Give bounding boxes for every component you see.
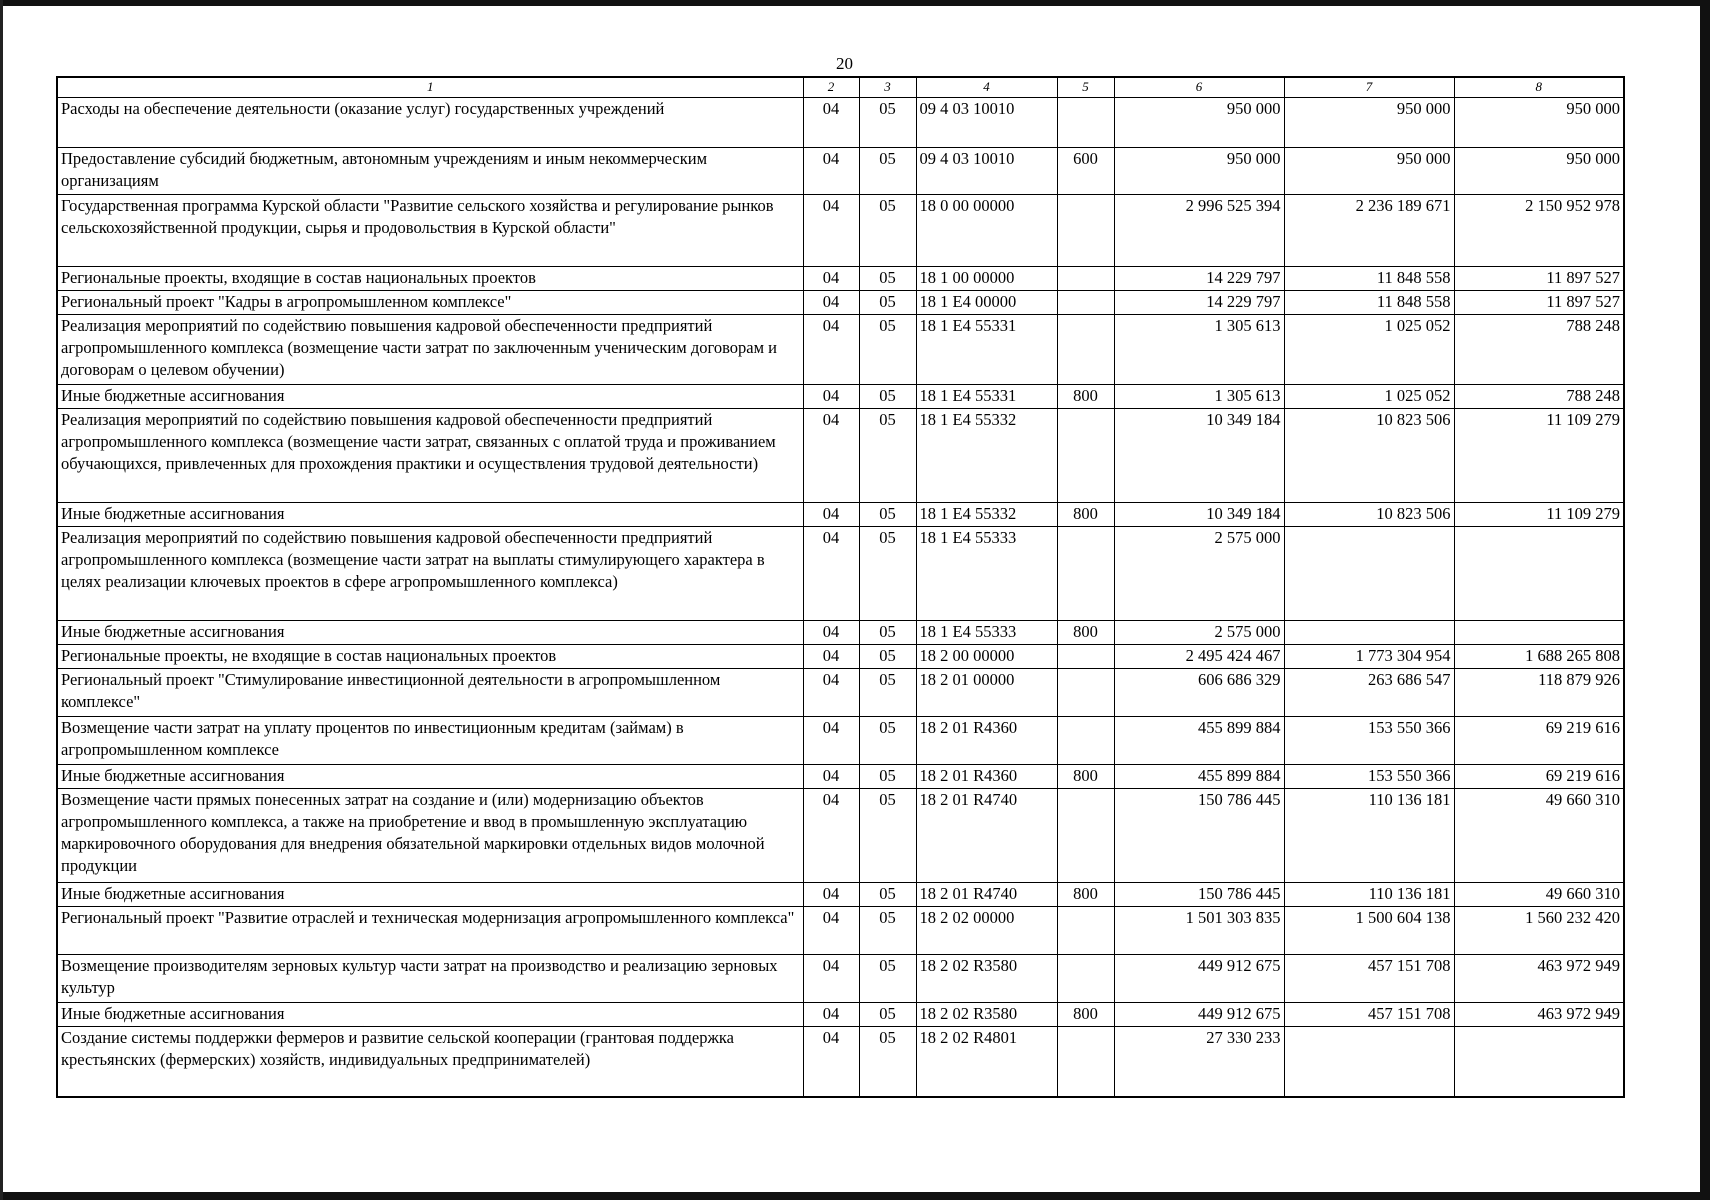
expense-type-code: [1057, 527, 1114, 621]
amount-year-2: [1284, 527, 1454, 621]
amount-year-1: 455 899 884: [1114, 765, 1284, 789]
target-item-code: 09 4 03 10010: [916, 98, 1057, 148]
subsection-code: 05: [859, 195, 916, 267]
expense-type-code: [1057, 291, 1114, 315]
table-row: [57, 148, 1624, 195]
expense-name: Региональный проект "Кадры в агропромышленном комплексе": [57, 291, 803, 315]
target-item-code: 18 1 00 00000: [916, 267, 1057, 291]
expense-name: Возмещение части затрат на уплату процентов по инвестиционным кредитам (займам) в агропромышленном комплексе: [57, 717, 803, 765]
expense-type-code: [1057, 409, 1114, 503]
amount-year-1: 14 229 797: [1114, 267, 1284, 291]
table-row: [57, 1027, 1624, 1097]
amount-year-3: 1 688 265 808: [1454, 645, 1624, 669]
amount-year-3: 463 972 949: [1454, 955, 1624, 1003]
target-item-code: 18 1 E4 55331: [916, 385, 1057, 409]
table-row: [57, 907, 1624, 955]
section-code: 04: [803, 1003, 859, 1027]
amount-year-2: 153 550 366: [1284, 717, 1454, 765]
section-code: 04: [803, 955, 859, 1003]
section-code: 04: [803, 291, 859, 315]
expense-type-code: [1057, 717, 1114, 765]
amount-year-1: 10 349 184: [1114, 503, 1284, 527]
table-row: [57, 669, 1624, 717]
section-code: 04: [803, 315, 859, 385]
section-code: 04: [803, 385, 859, 409]
subsection-code: 05: [859, 907, 916, 955]
amount-year-2: 1 773 304 954: [1284, 645, 1454, 669]
expense-name: Региональный проект "Развитие отраслей и техническая модернизация агропромышленного комплекса": [57, 907, 803, 955]
scan-border-right: [1700, 0, 1710, 1200]
amount-year-3: 11 897 527: [1454, 267, 1624, 291]
table-row: [57, 267, 1624, 291]
target-item-code: 18 2 02 R3580: [916, 1003, 1057, 1027]
section-code: 04: [803, 148, 859, 195]
amount-year-3: 950 000: [1454, 98, 1624, 148]
amount-year-2: 263 686 547: [1284, 669, 1454, 717]
expense-name: Иные бюджетные ассигнования: [57, 385, 803, 409]
subsection-code: 05: [859, 621, 916, 645]
expense-name: Реализация мероприятий по содействию повышения кадровой обеспеченности предприятий агропромышленного комплекса (возмещение части затрат по заключенным ученическим договорам и договорам о целевом обучении): [57, 315, 803, 385]
amount-year-3: [1454, 621, 1624, 645]
expense-type-code: [1057, 195, 1114, 267]
target-item-code: 18 1 E4 55333: [916, 527, 1057, 621]
section-code: 04: [803, 98, 859, 148]
target-item-code: 18 2 02 00000: [916, 907, 1057, 955]
table-row: [57, 717, 1624, 765]
amount-year-2: [1284, 621, 1454, 645]
expense-type-code: [1057, 98, 1114, 148]
table-row: [57, 409, 1624, 503]
amount-year-1: 14 229 797: [1114, 291, 1284, 315]
expense-name: Региональные проекты, входящие в состав национальных проектов: [57, 267, 803, 291]
amount-year-2: 110 136 181: [1284, 883, 1454, 907]
amount-year-3: 11 109 279: [1454, 503, 1624, 527]
amount-year-2: 950 000: [1284, 148, 1454, 195]
amount-year-1: 27 330 233: [1114, 1027, 1284, 1097]
subsection-code: 05: [859, 503, 916, 527]
amount-year-1: 2 495 424 467: [1114, 645, 1284, 669]
expense-name: Региональный проект "Стимулирование инвестиционной деятельности в агропромышленном комплексе": [57, 669, 803, 717]
amount-year-2: 11 848 558: [1284, 291, 1454, 315]
expense-name: Реализация мероприятий по содействию повышения кадровой обеспеченности предприятий агропромышленного комплекса (возмещение части затрат на выплаты стимулирующего характера в целях реализации ключевых проектов в сфере агропромышленного комплекса): [57, 527, 803, 621]
expense-name: Иные бюджетные ассигнования: [57, 503, 803, 527]
amount-year-2: 10 823 506: [1284, 503, 1454, 527]
amount-year-3: 11 897 527: [1454, 291, 1624, 315]
expense-name: Создание системы поддержки фермеров и развитие сельской кооперации (грантовая поддержка крестьянских (фермерских) хозяйств, индивидуальных предпринимателей): [57, 1027, 803, 1097]
scan-border-bottom: [0, 1192, 1710, 1200]
subsection-code: 05: [859, 645, 916, 669]
subsection-code: 05: [859, 1027, 916, 1097]
amount-year-3: 49 660 310: [1454, 789, 1624, 883]
target-item-code: 18 2 01 R4740: [916, 789, 1057, 883]
expense-type-code: 800: [1057, 385, 1114, 409]
amount-year-2: 457 151 708: [1284, 955, 1454, 1003]
amount-year-1: 2 575 000: [1114, 621, 1284, 645]
table-row: [57, 765, 1624, 789]
subsection-code: 05: [859, 291, 916, 315]
expense-type-code: [1057, 1027, 1114, 1097]
amount-year-2: 1 500 604 138: [1284, 907, 1454, 955]
amount-year-3: 1 560 232 420: [1454, 907, 1624, 955]
target-item-code: 18 2 02 R4801: [916, 1027, 1057, 1097]
expense-type-code: 800: [1057, 621, 1114, 645]
amount-year-3: 788 248: [1454, 315, 1624, 385]
subsection-code: 05: [859, 267, 916, 291]
header-col-5: 5: [1057, 77, 1114, 98]
amount-year-1: 449 912 675: [1114, 955, 1284, 1003]
amount-year-1: 2 996 525 394: [1114, 195, 1284, 267]
expense-type-code: [1057, 315, 1114, 385]
subsection-code: 05: [859, 527, 916, 621]
amount-year-2: 1 025 052: [1284, 315, 1454, 385]
subsection-code: 05: [859, 955, 916, 1003]
table-row: [57, 955, 1624, 1003]
expense-name: Возмещение части прямых понесенных затрат на создание и (или) модернизацию объектов агропромышленного комплекса, а также на приобретение и ввод в промышленную эксплуатацию маркировочного оборудования для внедрения обязательной маркировки отдельных видов молочной продукции: [57, 789, 803, 883]
expense-type-code: [1057, 789, 1114, 883]
expense-type-code: [1057, 907, 1114, 955]
target-item-code: 18 2 01 R4360: [916, 717, 1057, 765]
amount-year-3: 11 109 279: [1454, 409, 1624, 503]
section-code: 04: [803, 717, 859, 765]
subsection-code: 05: [859, 669, 916, 717]
amount-year-3: 2 150 952 978: [1454, 195, 1624, 267]
amount-year-1: 1 501 303 835: [1114, 907, 1284, 955]
section-code: 04: [803, 621, 859, 645]
target-item-code: 18 2 00 00000: [916, 645, 1057, 669]
amount-year-2: 950 000: [1284, 98, 1454, 148]
target-item-code: 18 2 01 00000: [916, 669, 1057, 717]
section-code: 04: [803, 195, 859, 267]
target-item-code: 18 2 01 R4360: [916, 765, 1057, 789]
amount-year-1: 1 305 613: [1114, 315, 1284, 385]
scan-border-top: [0, 0, 1710, 6]
expense-name: Иные бюджетные ассигнования: [57, 1003, 803, 1027]
amount-year-1: 10 349 184: [1114, 409, 1284, 503]
header-col-2: 2: [803, 77, 859, 98]
expense-type-code: 800: [1057, 883, 1114, 907]
section-code: 04: [803, 669, 859, 717]
table-row: [57, 291, 1624, 315]
table-row: [57, 621, 1624, 645]
section-code: 04: [803, 907, 859, 955]
expense-name: Иные бюджетные ассигнования: [57, 765, 803, 789]
section-code: 04: [803, 527, 859, 621]
expense-name: Иные бюджетные ассигнования: [57, 621, 803, 645]
amount-year-3: [1454, 527, 1624, 621]
amount-year-1: 455 899 884: [1114, 717, 1284, 765]
section-code: 04: [803, 645, 859, 669]
amount-year-1: 150 786 445: [1114, 789, 1284, 883]
amount-year-1: 1 305 613: [1114, 385, 1284, 409]
expense-type-code: [1057, 645, 1114, 669]
table-row: [57, 1003, 1624, 1027]
header-col-6: 6: [1114, 77, 1284, 98]
amount-year-2: [1284, 1027, 1454, 1097]
amount-year-1: 606 686 329: [1114, 669, 1284, 717]
amount-year-3: 69 219 616: [1454, 717, 1624, 765]
amount-year-3: 950 000: [1454, 148, 1624, 195]
table-row: [57, 195, 1624, 267]
amount-year-2: 2 236 189 671: [1284, 195, 1454, 267]
amount-year-1: 950 000: [1114, 148, 1284, 195]
amount-year-2: 10 823 506: [1284, 409, 1454, 503]
expense-name: Иные бюджетные ассигнования: [57, 883, 803, 907]
expense-name: Реализация мероприятий по содействию повышения кадровой обеспеченности предприятий агропромышленного комплекса (возмещение части затрат, связанных с оплатой труда и проживанием обучающихся, привлеченных для прохождения практики и осуществления трудовой деятельности): [57, 409, 803, 503]
expense-name: Возмещение производителям зерновых культур части затрат на производство и реализацию зерновых культур: [57, 955, 803, 1003]
amount-year-1: 150 786 445: [1114, 883, 1284, 907]
amount-year-2: 1 025 052: [1284, 385, 1454, 409]
amount-year-3: 463 972 949: [1454, 1003, 1624, 1027]
table-body: [57, 98, 1624, 1097]
target-item-code: 18 1 E4 55332: [916, 503, 1057, 527]
header-col-1: 1: [57, 77, 803, 98]
table-row: [57, 645, 1624, 669]
amount-year-1: 449 912 675: [1114, 1003, 1284, 1027]
expense-type-code: 800: [1057, 503, 1114, 527]
subsection-code: 05: [859, 765, 916, 789]
table-row: [57, 789, 1624, 883]
target-item-code: 18 0 00 00000: [916, 195, 1057, 267]
table-row: [57, 98, 1624, 148]
subsection-code: 05: [859, 409, 916, 503]
budget-table: [56, 76, 1625, 1098]
amount-year-3: [1454, 1027, 1624, 1097]
page-number: 20: [836, 54, 853, 73]
target-item-code: 18 1 E4 55331: [916, 315, 1057, 385]
expense-type-code: [1057, 267, 1114, 291]
subsection-code: 05: [859, 717, 916, 765]
subsection-code: 05: [859, 789, 916, 883]
amount-year-3: 788 248: [1454, 385, 1624, 409]
expense-name: Государственная программа Курской области "Развитие сельского хозяйства и регулирование рынков сельскохозяйственной продукции, сырья и продовольствия в Курской области": [57, 195, 803, 267]
section-code: 04: [803, 789, 859, 883]
target-item-code: 18 2 02 R3580: [916, 955, 1057, 1003]
table-row: [57, 315, 1624, 385]
expense-name: Расходы на обеспечение деятельности (оказание услуг) государственных учреждений: [57, 98, 803, 148]
table-row: [57, 385, 1624, 409]
section-code: 04: [803, 883, 859, 907]
amount-year-3: 49 660 310: [1454, 883, 1624, 907]
target-item-code: 18 1 E4 55333: [916, 621, 1057, 645]
header-col-4: 4: [916, 77, 1057, 98]
subsection-code: 05: [859, 1003, 916, 1027]
subsection-code: 05: [859, 385, 916, 409]
header-col-8: 8: [1454, 77, 1624, 98]
amount-year-2: 153 550 366: [1284, 765, 1454, 789]
subsection-code: 05: [859, 315, 916, 385]
section-code: 04: [803, 267, 859, 291]
target-item-code: 18 1 E4 00000: [916, 291, 1057, 315]
expense-type-code: [1057, 955, 1114, 1003]
expense-type-code: 600: [1057, 148, 1114, 195]
target-item-code: 18 2 01 R4740: [916, 883, 1057, 907]
subsection-code: 05: [859, 148, 916, 195]
expense-name: Региональные проекты, не входящие в состав национальных проектов: [57, 645, 803, 669]
column-number-header-row: [57, 77, 1624, 98]
amount-year-1: 2 575 000: [1114, 527, 1284, 621]
amount-year-2: 11 848 558: [1284, 267, 1454, 291]
amount-year-3: 118 879 926: [1454, 669, 1624, 717]
scan-border-left: [0, 0, 3, 1200]
section-code: 04: [803, 503, 859, 527]
target-item-code: 09 4 03 10010: [916, 148, 1057, 195]
subsection-code: 05: [859, 98, 916, 148]
amount-year-3: 69 219 616: [1454, 765, 1624, 789]
table-row: [57, 503, 1624, 527]
section-code: 04: [803, 765, 859, 789]
table-row: [57, 527, 1624, 621]
section-code: 04: [803, 409, 859, 503]
section-code: 04: [803, 1027, 859, 1097]
expense-type-code: 800: [1057, 1003, 1114, 1027]
amount-year-2: 457 151 708: [1284, 1003, 1454, 1027]
subsection-code: 05: [859, 883, 916, 907]
expense-name: Предоставление субсидий бюджетным, автономным учреждениям и иным некоммерческим организациям: [57, 148, 803, 195]
header-col-7: 7: [1284, 77, 1454, 98]
amount-year-1: 950 000: [1114, 98, 1284, 148]
table-row: [57, 883, 1624, 907]
target-item-code: 18 1 E4 55332: [916, 409, 1057, 503]
amount-year-2: 110 136 181: [1284, 789, 1454, 883]
header-col-3: 3: [859, 77, 916, 98]
expense-type-code: [1057, 669, 1114, 717]
expense-type-code: 800: [1057, 765, 1114, 789]
